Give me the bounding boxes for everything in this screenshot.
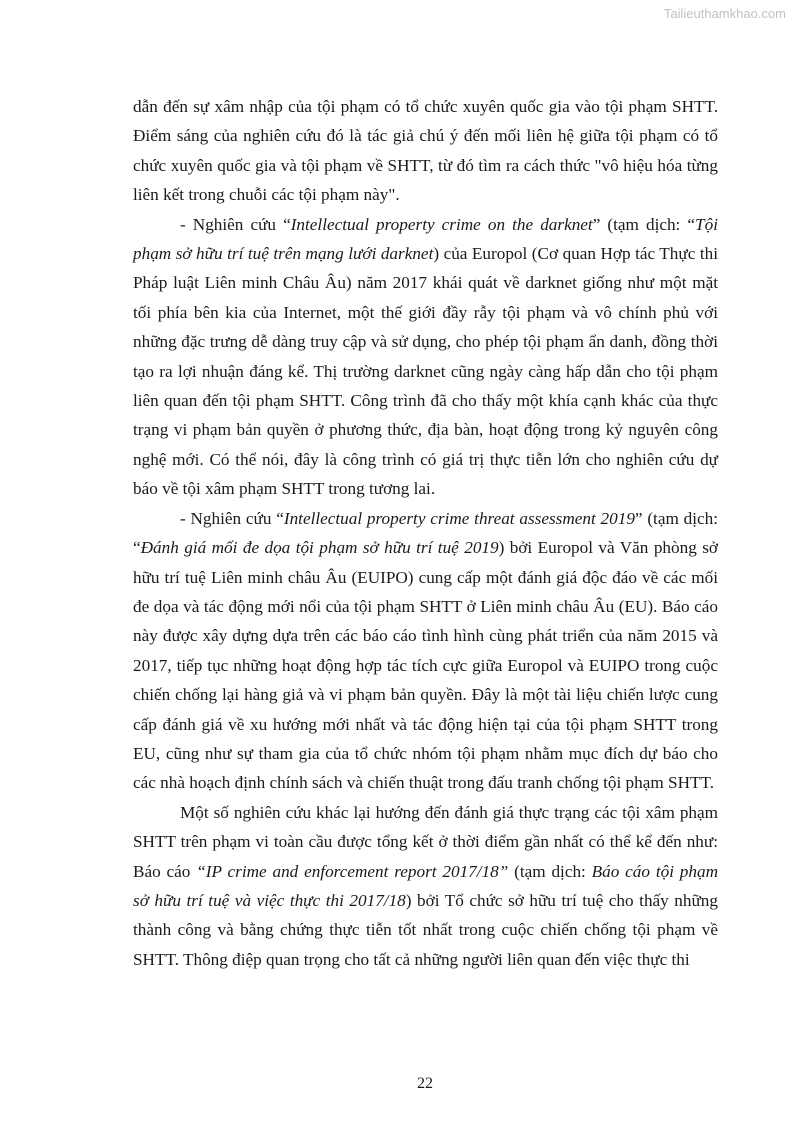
paragraph-4 (133, 798, 718, 974)
page-number: 22 (417, 1075, 433, 1092)
text-run: ” (tạm dịch: “ (133, 508, 718, 558)
paragraph-1 (133, 92, 718, 210)
text-run: - Nghiên cứu “ (180, 214, 291, 234)
watermark-text: Tailieuthamkhao.com (663, 6, 786, 21)
text-run: (tạm dịch: (508, 861, 592, 881)
text-run: - Nghiên cứu “ (180, 508, 284, 528)
vietnamese-title-italic: Báo cáo tội phạm sở hữu trí tuệ và việc thực thi 2017/18 (133, 861, 718, 910)
text-run: Một số nghiên cứu khác lại hướng đến đánh giá thực trạng các tội xâm phạm SHTT trên phạm vi toàn cầu được tổng kết ở thời điểm gần nhất có thể kể đến như: Báo cáo (133, 802, 718, 881)
text-run: ” (tạm dịch: “ (592, 214, 696, 234)
text-run: ) bởi Europol và Văn phòng sở hữu trí tuệ Liên minh châu Âu (EUIPO) cung cấp một đánh giá độc đáo về các mối đe dọa và tác động mới nổi của tội phạm SHTT ở Liên minh châu Âu (EU). Báo cáo này được xây dựng dựa trên các báo cáo tình hình cùng phát triển của năm 2015 và 2017, tiếp tục những hoạt động hợp tác tích cực giữa Europol và EUIPO trong cuộc chiến chống lại hàng giả và vi phạm bản quyền. Đây là một tài liệu chiến lược cung cấp đánh giá về xu hướng mới nhất và tác động hiện tại của tội phạm SHTT trong EU, cũng như sự tham gia của tổ chức nhóm tội phạm nhằm mục đích dự báo cho các nhà hoạch định chính sách và chiến thuật trong đấu tranh chống tội phạm SHTT. (133, 538, 718, 793)
page-body (133, 92, 718, 974)
vietnamese-title-italic: Tội phạm sở hữu trí tuệ trên mạng lưới darknet (133, 214, 718, 264)
english-title-italic: “IP crime and enforcement report 2017/18” (196, 861, 509, 881)
vietnamese-title-italic: Đánh giá mối đe dọa tội phạm sở hữu trí tuệ 2019 (140, 538, 499, 558)
text-run: ) của Europol (Cơ quan Hợp tác Thực thi Pháp luật Liên minh Châu Âu) năm 2017 khái quát về darknet giống như một mặt tối phía bên kia của Internet, một thế giới đầy rẫy tội phạm và vô chính phủ với những đặc trưng dễ dàng truy cập và sử dụng, cho phép tội phạm ẩn danh, đồng thời tạo ra lợi nhuận đáng kể. Thị trường darknet cũng ngày càng hấp dẫn cho tội phạm liên quan đến tội phạm SHTT. Công trình đã cho thấy một khía cạnh khác của thực trạng vi phạm bản quyền ở phương thức, địa bàn, hoạt động trong kỷ nguyên công nghệ mới. Có thể nói, đây là công trình có giá trị thực tiễn lớn cho nghiên cứu dự báo về tội xâm phạm SHTT trong tương lai. (133, 244, 718, 499)
paragraph-2 (133, 210, 718, 504)
paragraph-3 (133, 504, 718, 798)
english-title-italic: Intellectual property crime on the darknet (290, 214, 593, 234)
text-run: dẫn đến sự xâm nhập của tội phạm có tổ chức xuyên quốc gia vào tội phạm SHTT. Điểm sáng của nghiên cứu đó là tác giả chú ý đến mối liên hệ giữa tội phạm có tổ chức xuyên quốc gia và tội phạm về SHTT, từ đó tìm ra cách thức "vô hiệu hóa từng liên kết trong chuỗi các tội phạm này". (133, 97, 718, 205)
text-run: ) bởi Tổ chức sở hữu trí tuệ cho thấy những thành công và bằng chứng thực tiễn tốt nhất trong cuộc chiến chống tội phạm về SHTT. Thông điệp quan trọng cho tất cả những người liên quan đến việc thực thi (133, 890, 718, 969)
english-title-italic: Intellectual property crime threat assessment 2019 (283, 508, 635, 528)
